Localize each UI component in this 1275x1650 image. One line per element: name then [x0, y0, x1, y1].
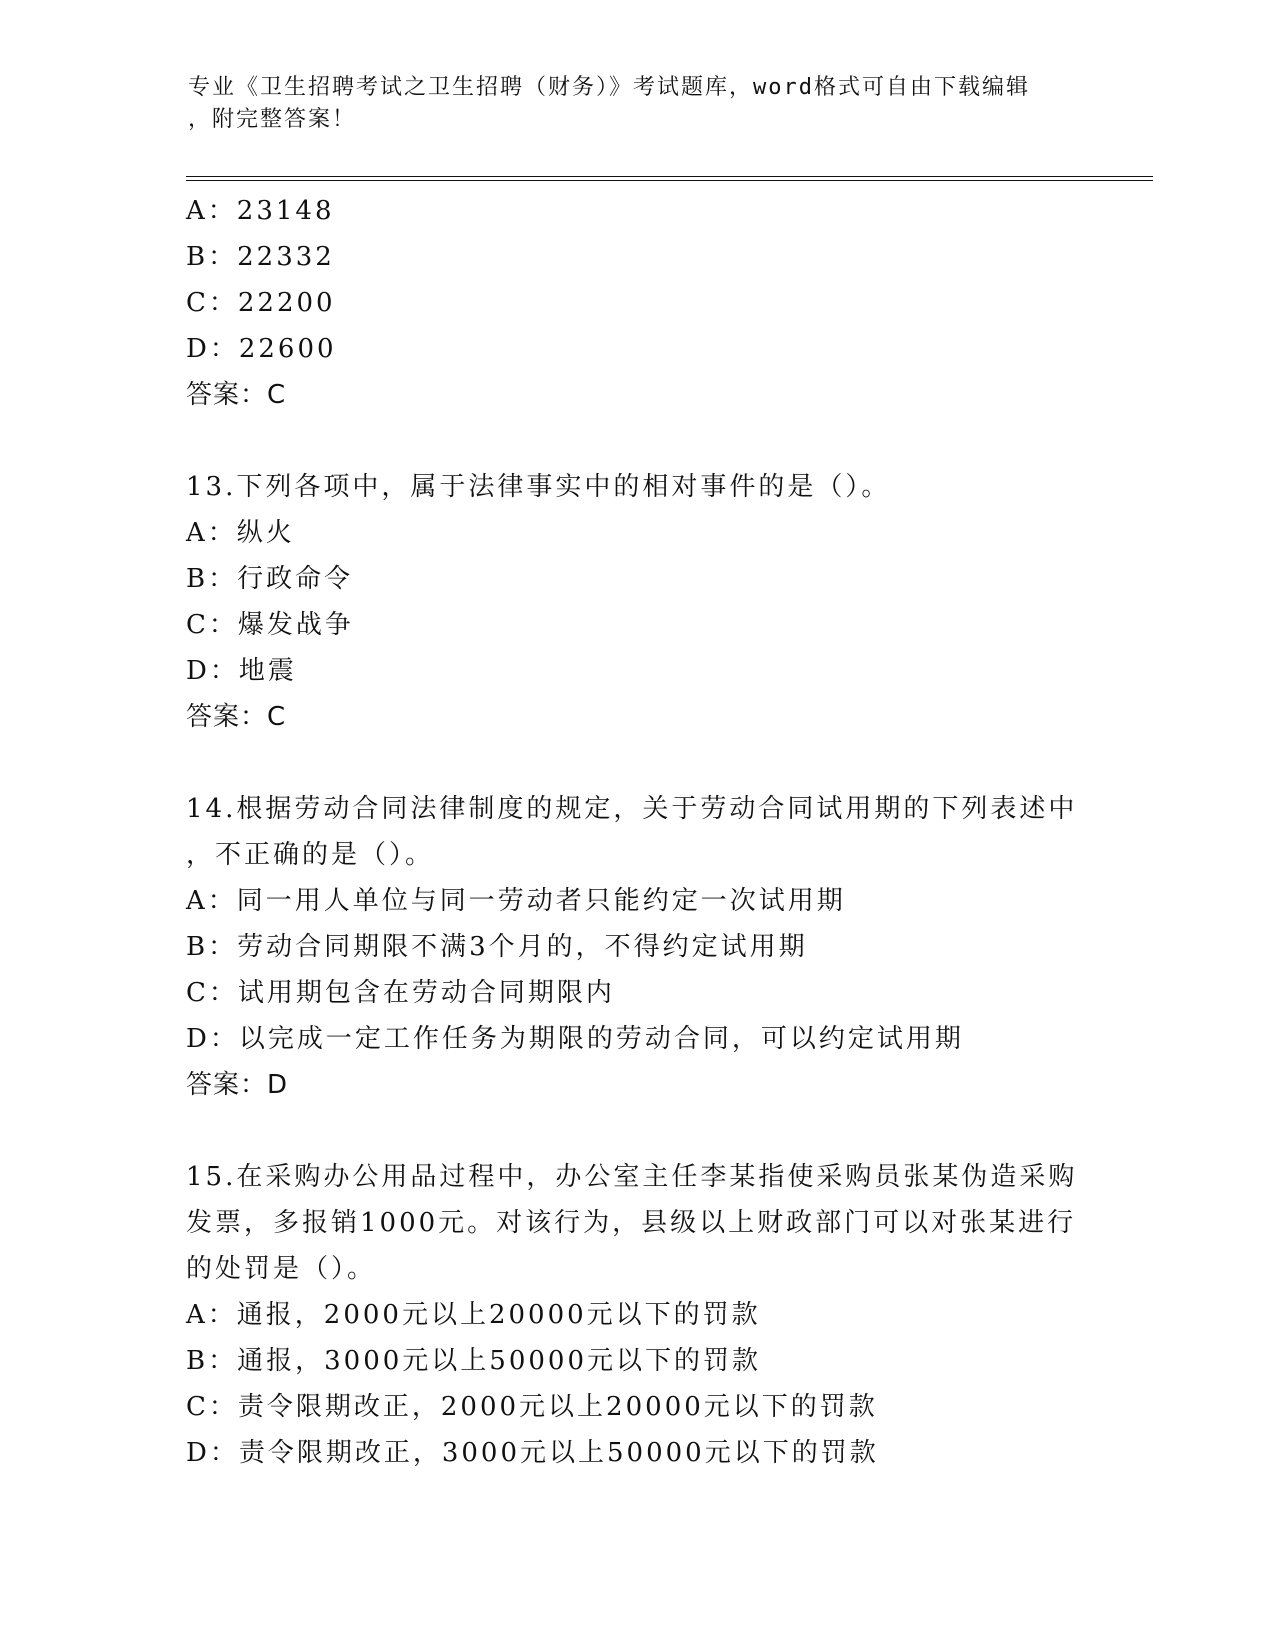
option-c: C：试用期包含在劳动合同期限内 — [186, 978, 615, 1008]
option-c: C：22200 — [186, 288, 336, 318]
option-b: B：劳动合同期限不满3个月的，不得约定试用期 — [186, 932, 808, 962]
question-13 — [186, 464, 1086, 740]
question-14 — [186, 786, 1086, 1108]
header-line-1: 专业《卫生招聘考试之卫生招聘（财务）》考试题库，word格式可自由下载编辑 — [188, 75, 1030, 100]
option-b: B：通报，3000元以上50000元以下的罚款 — [186, 1346, 761, 1376]
header-line-2: ，附完整答案！ — [188, 107, 357, 132]
answer: 答案：C — [186, 380, 287, 410]
question-stem: 15.在采购办公用品过程中，办公室主任李某指使采购员张某伪造采购 — [186, 1162, 1078, 1192]
option-d: D：以完成一定工作任务为期限的劳动合同，可以约定试用期 — [186, 1024, 964, 1054]
option-b: B：行政命令 — [186, 564, 354, 594]
option-b: B：22332 — [186, 242, 335, 272]
option-d: D：责令限期改正，3000元以上50000元以下的罚款 — [186, 1438, 879, 1468]
answer: 答案：C — [186, 702, 287, 732]
option-d: D：22600 — [186, 334, 337, 364]
question-15 — [186, 1154, 1086, 1476]
option-c: C：责令限期改正，2000元以上20000元以下的罚款 — [186, 1392, 878, 1422]
question-stem: ，不正确的是（）。 — [186, 840, 435, 870]
question-stem: 发票，多报销1000元。对该行为，县级以上财政部门可以对张某进行 — [186, 1208, 1077, 1238]
question-12 — [186, 188, 1086, 418]
answer: 答案：D — [186, 1070, 289, 1100]
document-header — [188, 72, 1088, 136]
option-d: D：地震 — [186, 656, 297, 686]
question-stem: 13.下列各项中，属于法律事实中的相对事件的是（）。 — [186, 472, 891, 502]
question-list — [186, 188, 1086, 1476]
question-stem: 14.根据劳动合同法律制度的规定，关于劳动合同试用期的下列表述中 — [186, 794, 1078, 824]
option-a: A：23148 — [186, 196, 335, 226]
option-c: C：爆发战争 — [186, 610, 354, 640]
question-stem: 的处罚是（）。 — [186, 1254, 377, 1284]
option-a: A：同一用人单位与同一劳动者只能约定一次试用期 — [186, 886, 846, 916]
option-a: A：纵火 — [186, 518, 295, 548]
option-a: A：通报，2000元以上20000元以下的罚款 — [186, 1300, 761, 1330]
header-divider — [186, 176, 1153, 181]
